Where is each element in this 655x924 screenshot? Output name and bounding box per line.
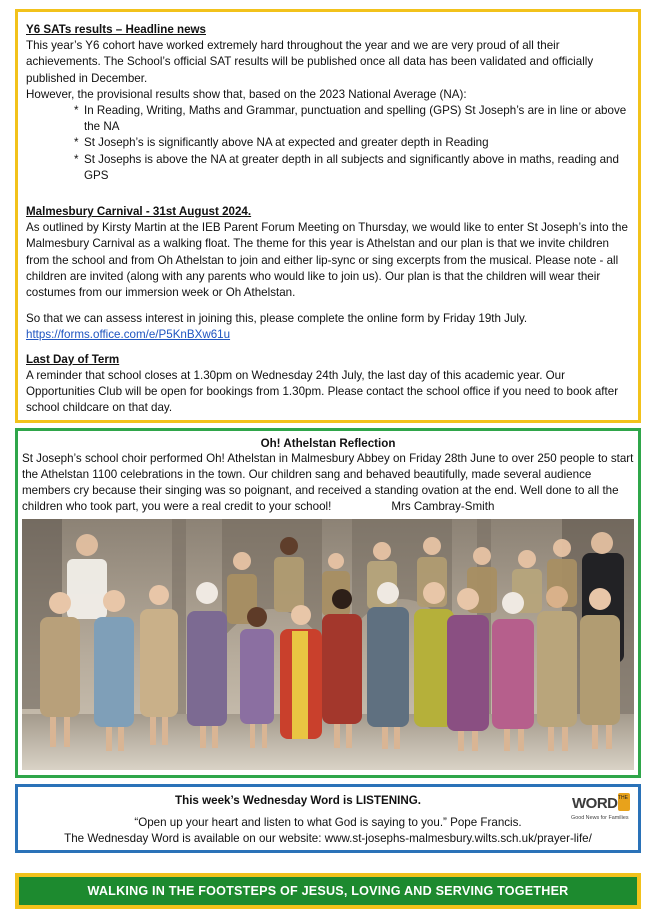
athelstan-body — [22, 451, 634, 515]
athelstan-title: Oh! Athelstan Reflection — [260, 437, 396, 450]
athelstan-signature: Mrs Cambray-Smith — [391, 500, 495, 513]
sats-heading: Y6 SATs results – Headline news — [26, 23, 206, 36]
svg-text:Good News for Families: Good News for Families — [571, 815, 629, 821]
word-website: The Wednesday Word is available on our website: www.st-josephs-malmesbury.wilts.sch.uk/prayer-life/ — [64, 832, 592, 845]
list-item: * St Joseph’s is significantly above NA at expected and greater depth in Reading — [74, 135, 630, 151]
sats-paragraph: This year’s Y6 cohort have worked extremely hard throughout the year and we are very proud of all their achievements. The School’s official SAT results will be published once all data has been validated and officially published in December. — [26, 39, 594, 85]
choir-photo — [22, 519, 634, 770]
term-paragraph: A reminder that school closes at 1.30pm on Wednesday 24th July, the last day of this academic year. Our Opportunities Club will be open for bookings from 1.30pm. Please contact the school office if you need to book after school childcare on that day. — [26, 368, 619, 415]
the-word-logo — [570, 791, 632, 821]
school-motto-banner — [15, 873, 641, 909]
svg-text:THE: THE — [618, 795, 628, 801]
svg-text:WORD: WORD — [572, 795, 618, 812]
sats-intro: However, the provisional results show that, based on the 2023 National Average (NA): — [26, 87, 467, 101]
carnival-heading: Malmesbury Carnival - 31st August 2024. — [26, 205, 252, 219]
athelstan-text: St Joseph’s school choir performed Oh! Athelstan in Malmesbury Abbey on Friday 28th June to over 250 people to start the Athelstan 1100 celebrations in the town. Our children sang and behaved beautifully, made several audience members cry because their singing was so poignant, and received a standing ovation at the end. Well done to all the children who took part, you were a real credit to your school! — [22, 452, 634, 513]
list-item: * In Reading, Writing, Maths and Grammar, punctuation and spelling (GPS) St Joseph’s are in line or above the NA — [74, 103, 630, 135]
term-heading: Last Day of Term — [26, 352, 120, 366]
the-word-logo-graphic — [570, 791, 632, 821]
wednesday-word-box — [15, 784, 641, 853]
athelstan-box — [15, 428, 641, 778]
word-title: This week’s Wednesday Word is LISTENING. — [175, 794, 421, 807]
school-motto: WALKING IN THE FOOTSTEPS OF JESUS, LOVING AND SERVING TOGETHER — [87, 884, 569, 898]
carnival-paragraph: As outlined by Kirsty Martin at the IEB Parent Forum Meeting on Thursday, we would like to enter St Joseph’s into the Malmesbury Carnival as a walking float. The theme for this year is Athelstan and our plan is that we invite children from the school and from Oh Athelstan to join and either lip-sync or sing excerpts from the musical. Please note - all children are invited (along with any parents who would like to join us). Our plan is that the children will wear their costumes from our immersion week or Oh Athelstan. — [26, 221, 628, 300]
word-quote: “Open up your heart and listen to what God is saying to you.” Pope Francis. — [134, 816, 522, 829]
sats-results-list — [26, 103, 630, 184]
list-item: * St Josephs is above the NA at greater depth in all subjects and significantly above in maths, reading and GPS — [74, 152, 630, 184]
carnival-form-text: So that we can assess interest in joining this, please complete the online form by Friday 19th July. — [26, 312, 528, 326]
choir-photo-illustration — [22, 519, 634, 770]
carnival-form-link[interactable]: https://forms.office.com/e/P5KnBXw61u — [26, 328, 231, 342]
news-box — [15, 9, 641, 423]
